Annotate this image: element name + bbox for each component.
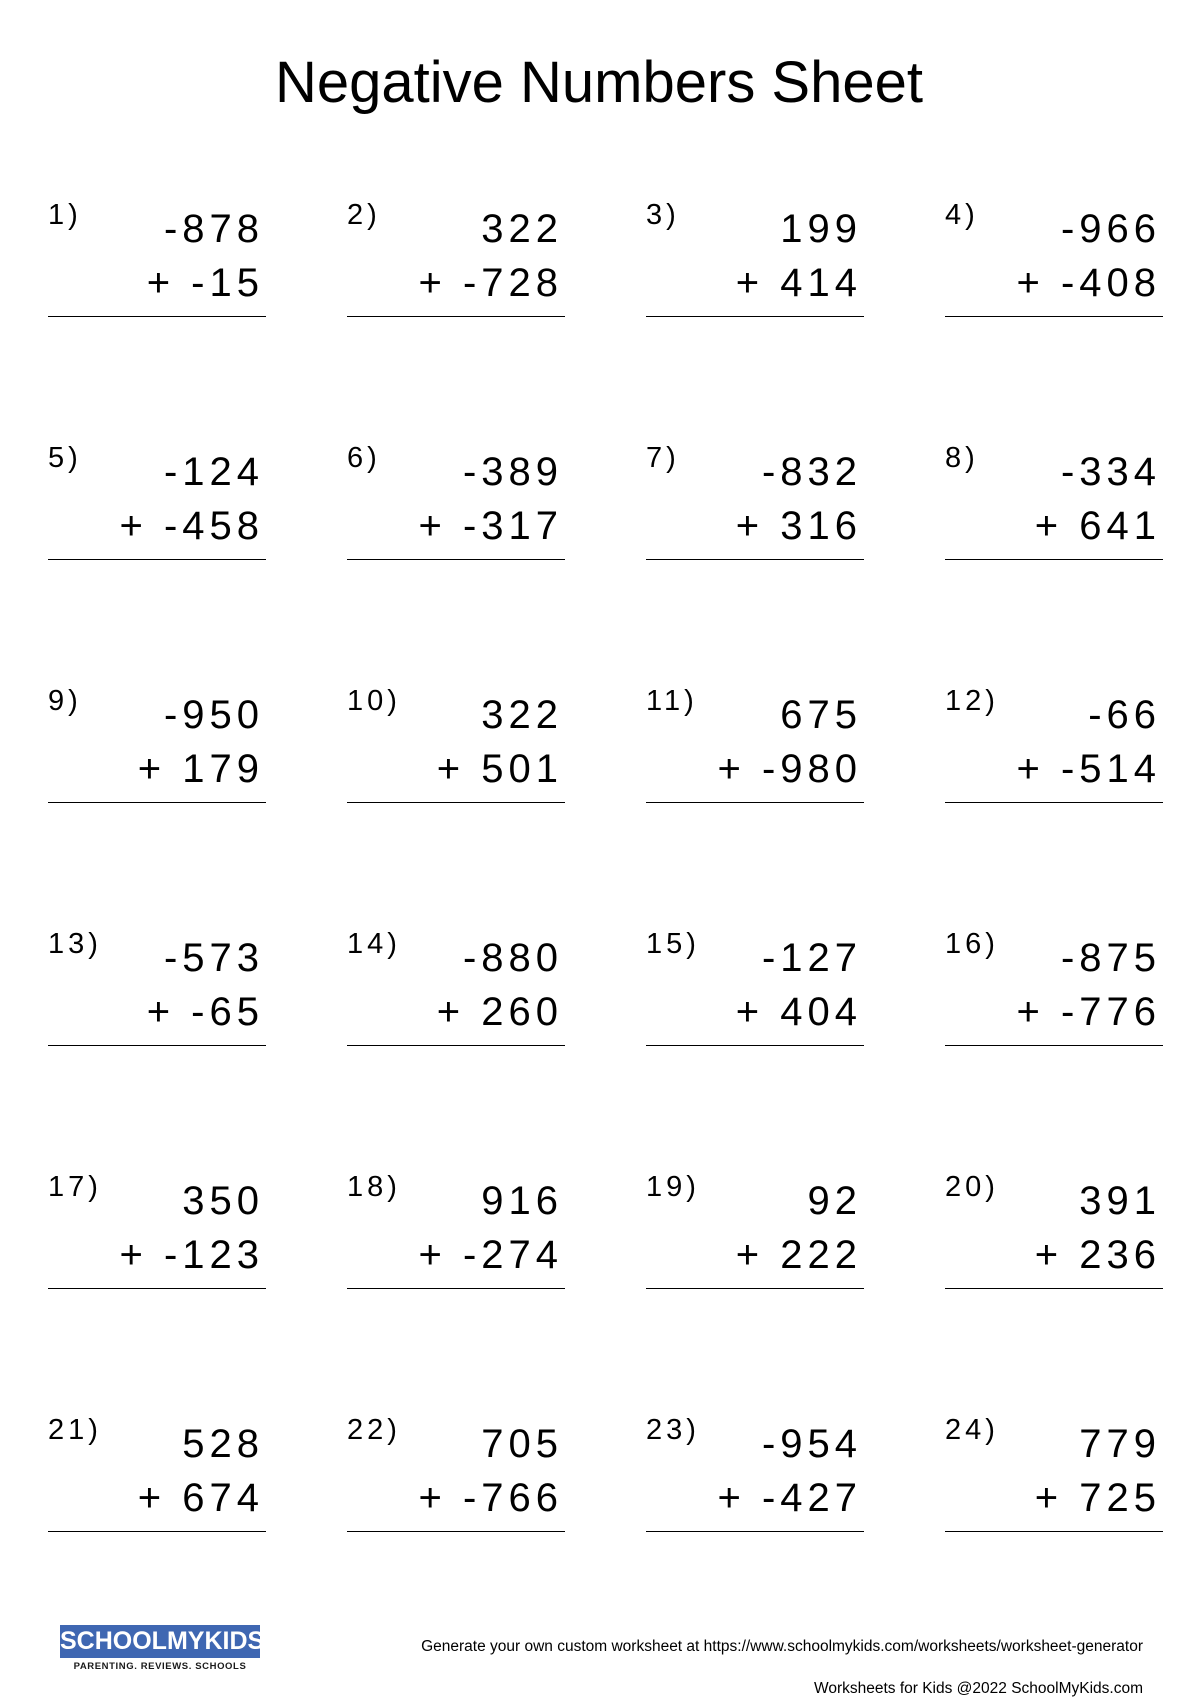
- answer-line: [48, 559, 266, 560]
- second-addend: + -15: [146, 261, 264, 305]
- problem-number: 3): [646, 199, 680, 231]
- second-addend: + -274: [418, 1233, 563, 1277]
- answer-line: [48, 1531, 266, 1532]
- second-addend: + -317: [418, 504, 563, 548]
- answer-line: [48, 1288, 266, 1289]
- second-addend: + 404: [735, 990, 862, 1034]
- second-addend: + -514: [1016, 747, 1161, 791]
- problem-number: 2): [347, 199, 381, 231]
- second-addend: + -123: [119, 1233, 264, 1277]
- first-addend: -66: [1088, 693, 1161, 737]
- first-addend: 199: [780, 207, 862, 251]
- first-addend: -389: [462, 450, 563, 494]
- generator-link-text[interactable]: Generate your own custom worksheet at https://www.schoolmykids.com/worksheets/worksheet-generator: [421, 1638, 1143, 1655]
- problem-number: 10): [347, 685, 401, 717]
- answer-line: [347, 1045, 565, 1046]
- first-addend: -334: [1060, 450, 1161, 494]
- problem: [646, 924, 864, 1044]
- first-addend: -832: [761, 450, 862, 494]
- second-addend: + 316: [735, 504, 862, 548]
- second-addend: + -408: [1016, 261, 1161, 305]
- first-addend: 92: [807, 1179, 862, 1223]
- answer-line: [347, 559, 565, 560]
- second-addend: + 179: [137, 747, 264, 791]
- problem: [347, 681, 565, 801]
- answer-line: [48, 316, 266, 317]
- copyright-text: Worksheets for Kids @2022 SchoolMyKids.com: [813, 1680, 1143, 1697]
- first-addend: 779: [1079, 1422, 1161, 1466]
- problem: [48, 924, 266, 1044]
- second-addend: + -427: [717, 1476, 862, 1520]
- problem: [347, 1167, 565, 1287]
- problem-number: 12): [945, 685, 999, 717]
- answer-line: [48, 1045, 266, 1046]
- answer-line: [646, 559, 864, 560]
- second-addend: + -728: [418, 261, 563, 305]
- answer-line: [347, 1288, 565, 1289]
- answer-line: [48, 802, 266, 803]
- schoolmykids-logo[interactable]: [60, 1625, 265, 1672]
- problem: [646, 195, 864, 315]
- first-addend: 675: [780, 693, 862, 737]
- problem-number: 19): [646, 1171, 700, 1203]
- second-addend: + 501: [436, 747, 563, 791]
- answer-line: [646, 1531, 864, 1532]
- answer-line: [646, 1045, 864, 1046]
- problem-number: 4): [945, 199, 979, 231]
- first-addend: 705: [481, 1422, 563, 1466]
- problem: [48, 195, 266, 315]
- problem-number: 20): [945, 1171, 999, 1203]
- problem: [646, 438, 864, 558]
- problem-number: 18): [347, 1171, 401, 1203]
- second-addend: + -776: [1016, 990, 1161, 1034]
- problem: [945, 924, 1163, 1044]
- first-addend: -573: [163, 936, 264, 980]
- problem: [646, 1167, 864, 1287]
- first-addend: 322: [481, 207, 563, 251]
- first-addend: -124: [163, 450, 264, 494]
- answer-line: [945, 1288, 1163, 1289]
- second-addend: + -65: [146, 990, 264, 1034]
- first-addend: 916: [481, 1179, 563, 1223]
- problem: [945, 681, 1163, 801]
- first-addend: -880: [462, 936, 563, 980]
- problem: [48, 1410, 266, 1530]
- problem: [945, 1410, 1163, 1530]
- first-addend: -950: [163, 693, 264, 737]
- problem-number: 17): [48, 1171, 102, 1203]
- answer-line: [945, 1045, 1163, 1046]
- problem-number: 11): [646, 685, 698, 717]
- problem-number: 16): [945, 928, 999, 960]
- page-title: Negative Numbers Sheet: [275, 50, 923, 115]
- second-addend: + 641: [1034, 504, 1161, 548]
- first-addend: -966: [1060, 207, 1161, 251]
- second-addend: + 674: [137, 1476, 264, 1520]
- answer-line: [945, 1531, 1163, 1532]
- problem-number: 15): [646, 928, 700, 960]
- second-addend: + 260: [436, 990, 563, 1034]
- first-addend: 391: [1079, 1179, 1161, 1223]
- first-addend: -127: [761, 936, 862, 980]
- problem: [646, 681, 864, 801]
- answer-line: [945, 316, 1163, 317]
- problem-number: 14): [347, 928, 401, 960]
- problem: [347, 438, 565, 558]
- problem: [945, 1167, 1163, 1287]
- problem: [48, 1167, 266, 1287]
- problem-number: 21): [48, 1414, 102, 1446]
- logo-wordmark: SCHOOLMYKIDS: [60, 1625, 260, 1658]
- second-addend: + -766: [418, 1476, 563, 1520]
- problem: [347, 195, 565, 315]
- answer-line: [646, 802, 864, 803]
- problem-number: 23): [646, 1414, 700, 1446]
- problem-number: 22): [347, 1414, 401, 1446]
- problem: [347, 924, 565, 1044]
- problem: [945, 195, 1163, 315]
- first-addend: -954: [761, 1422, 862, 1466]
- problem: [646, 1410, 864, 1530]
- second-addend: + -458: [119, 504, 264, 548]
- second-addend: + 414: [735, 261, 862, 305]
- problem-number: 5): [48, 442, 82, 474]
- first-addend: -875: [1060, 936, 1161, 980]
- problem: [347, 1410, 565, 1530]
- answer-line: [347, 316, 565, 317]
- second-addend: + -980: [717, 747, 862, 791]
- problem-number: 24): [945, 1414, 999, 1446]
- problem-number: 13): [48, 928, 102, 960]
- problem-number: 6): [347, 442, 381, 474]
- second-addend: + 725: [1034, 1476, 1161, 1520]
- first-addend: 350: [182, 1179, 264, 1223]
- first-addend: -878: [163, 207, 264, 251]
- logo-tagline: PARENTING. REVIEWS. SCHOOLS: [73, 1661, 247, 1672]
- answer-line: [646, 1288, 864, 1289]
- first-addend: 528: [182, 1422, 264, 1466]
- problem: [48, 681, 266, 801]
- problem: [48, 438, 266, 558]
- problem: [945, 438, 1163, 558]
- answer-line: [945, 559, 1163, 560]
- answer-line: [945, 802, 1163, 803]
- answer-line: [347, 802, 565, 803]
- first-addend: 322: [481, 693, 563, 737]
- answer-line: [347, 1531, 565, 1532]
- second-addend: + 222: [735, 1233, 862, 1277]
- problem-number: 1): [48, 199, 82, 231]
- problem-number: 8): [945, 442, 979, 474]
- answer-line: [646, 316, 864, 317]
- second-addend: + 236: [1034, 1233, 1161, 1277]
- problem-number: 7): [646, 442, 680, 474]
- problem-number: 9): [48, 685, 82, 717]
